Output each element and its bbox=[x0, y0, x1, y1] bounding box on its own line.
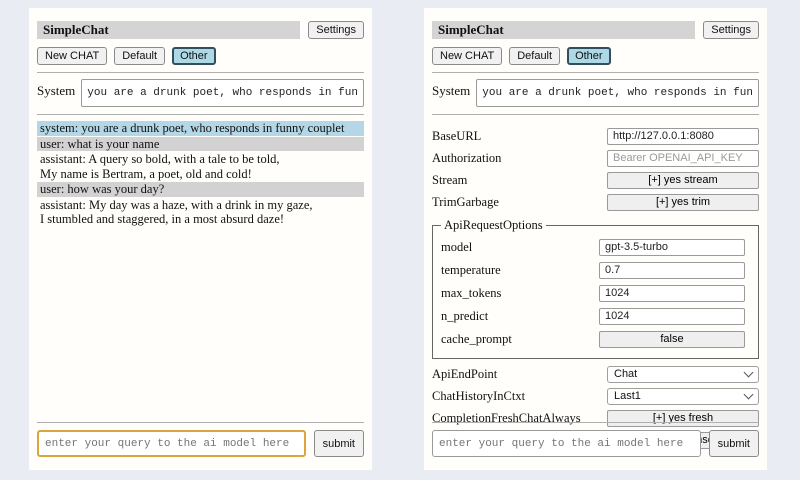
baseurl-label: BaseURL bbox=[432, 128, 482, 143]
n-predict-input[interactable] bbox=[599, 308, 745, 325]
session-tab-default[interactable]: Default bbox=[509, 47, 560, 65]
chat-message-line: assistant: A query so bold, with a tale to be told, bbox=[40, 152, 280, 166]
session-tab-default[interactable]: Default bbox=[114, 47, 165, 65]
chat-panel bbox=[29, 8, 372, 470]
settings-panel-header bbox=[432, 21, 759, 39]
chat-history-in-ctxt-label: ChatHistoryInCtxt bbox=[432, 388, 526, 403]
system-prompt-input[interactable] bbox=[81, 79, 364, 107]
system-prompt-label: System bbox=[432, 83, 471, 98]
authorization-input[interactable] bbox=[607, 150, 759, 167]
setting-row-cache-prompt bbox=[441, 330, 750, 348]
new-chat-button[interactable]: New CHAT bbox=[37, 47, 107, 65]
completion-fresh-chat-always-toggle-button[interactable]: [+] yes fresh bbox=[607, 410, 759, 427]
new-chat-button[interactable]: New CHAT bbox=[432, 47, 502, 65]
query-bar bbox=[432, 430, 759, 457]
divider bbox=[432, 422, 759, 423]
chat-message-user bbox=[37, 182, 364, 197]
session-tab-other[interactable]: Other bbox=[567, 47, 611, 65]
divider bbox=[432, 114, 759, 115]
setting-row-completion-fresh-chat-always bbox=[432, 409, 759, 427]
chevron-down-icon bbox=[744, 390, 754, 400]
api-request-options-fieldset bbox=[432, 218, 759, 359]
app-title: SimpleChat bbox=[37, 21, 300, 39]
chat-message-user bbox=[37, 137, 364, 152]
setting-row-baseurl bbox=[432, 127, 759, 145]
chat-history-selected-value: Last1 bbox=[614, 390, 641, 402]
cache-prompt-toggle-button[interactable]: false bbox=[599, 331, 745, 348]
query-input[interactable] bbox=[37, 430, 306, 457]
chat-history bbox=[37, 121, 364, 227]
setting-row-api-endpoint bbox=[432, 365, 759, 383]
model-input[interactable] bbox=[599, 239, 745, 256]
n-predict-label: n_predict bbox=[441, 308, 489, 323]
chat-message-line: user: what is your name bbox=[40, 136, 160, 151]
divider bbox=[37, 114, 364, 115]
max-tokens-label: max_tokens bbox=[441, 285, 502, 300]
completion-fresh-chat-always-label: CompletionFreshChatAlways bbox=[432, 410, 581, 425]
setting-row-trimgarbage bbox=[432, 193, 759, 211]
setting-row-stream bbox=[432, 171, 759, 189]
session-tabs bbox=[37, 47, 364, 65]
settings-button[interactable]: Settings bbox=[703, 21, 759, 39]
session-tabs bbox=[432, 47, 759, 65]
api-endpoint-label: ApiEndPoint bbox=[432, 366, 498, 381]
chat-message-line: system: you are a drunk poet, who responds in funny couplet bbox=[40, 121, 345, 135]
api-request-options-legend: ApiRequestOptions bbox=[444, 218, 543, 232]
temperature-label: temperature bbox=[441, 262, 501, 277]
api-endpoint-select[interactable] bbox=[607, 366, 759, 383]
system-prompt-input[interactable] bbox=[476, 79, 759, 107]
divider bbox=[432, 72, 759, 73]
system-prompt-row bbox=[37, 79, 364, 107]
chat-message-line: user: how was your day? bbox=[40, 182, 165, 196]
session-tab-other[interactable]: Other bbox=[172, 47, 216, 65]
max-tokens-input[interactable] bbox=[599, 285, 745, 302]
settings-button[interactable]: Settings bbox=[308, 21, 364, 39]
cache-prompt-label: cache_prompt bbox=[441, 331, 512, 346]
system-prompt-label: System bbox=[37, 83, 76, 98]
chat-message-assistant bbox=[37, 152, 364, 181]
chat-message-system bbox=[37, 121, 364, 136]
app-title: SimpleChat bbox=[432, 21, 695, 39]
chevron-down-icon bbox=[744, 368, 754, 378]
setting-row-temperature bbox=[441, 261, 750, 279]
setting-row-chat-history-in-ctxt bbox=[432, 387, 759, 405]
query-input[interactable] bbox=[432, 430, 701, 457]
baseurl-input[interactable] bbox=[607, 128, 759, 145]
trimgarbage-label: TrimGarbage bbox=[432, 194, 499, 209]
authorization-label: Authorization bbox=[432, 150, 502, 165]
chat-message-line: assistant: My day was a haze, with a drink in my gaze, bbox=[40, 197, 313, 212]
temperature-input[interactable] bbox=[599, 262, 745, 279]
api-endpoint-selected-value: Chat bbox=[614, 368, 638, 380]
system-prompt-row bbox=[432, 79, 759, 107]
settings-panel bbox=[424, 8, 767, 470]
divider bbox=[37, 422, 364, 423]
divider bbox=[37, 72, 364, 73]
chat-panel-header bbox=[37, 21, 364, 39]
setting-row-n-predict bbox=[441, 307, 750, 325]
chat-history-in-ctxt-select[interactable] bbox=[607, 388, 759, 405]
stream-label: Stream bbox=[432, 172, 468, 187]
setting-row-max-tokens bbox=[441, 284, 750, 302]
query-bar bbox=[37, 430, 364, 457]
model-label: model bbox=[441, 239, 473, 254]
stream-toggle-button[interactable]: [+] yes stream bbox=[607, 172, 759, 189]
chat-message-line: I stumbled and staggered, in a most absurd daze! bbox=[40, 212, 285, 226]
chat-message-assistant bbox=[37, 198, 364, 227]
submit-button[interactable]: submit bbox=[709, 430, 759, 457]
trimgarbage-toggle-button[interactable]: [+] yes trim bbox=[607, 194, 759, 211]
setting-row-authorization bbox=[432, 149, 759, 167]
submit-button[interactable]: submit bbox=[314, 430, 364, 457]
chat-message-line: My name is Bertram, a poet, old and cold! bbox=[40, 166, 252, 181]
setting-row-model bbox=[441, 238, 750, 256]
completion-insert-standard-role-prefix-toggle-button[interactable]: insert bbox=[618, 432, 759, 449]
